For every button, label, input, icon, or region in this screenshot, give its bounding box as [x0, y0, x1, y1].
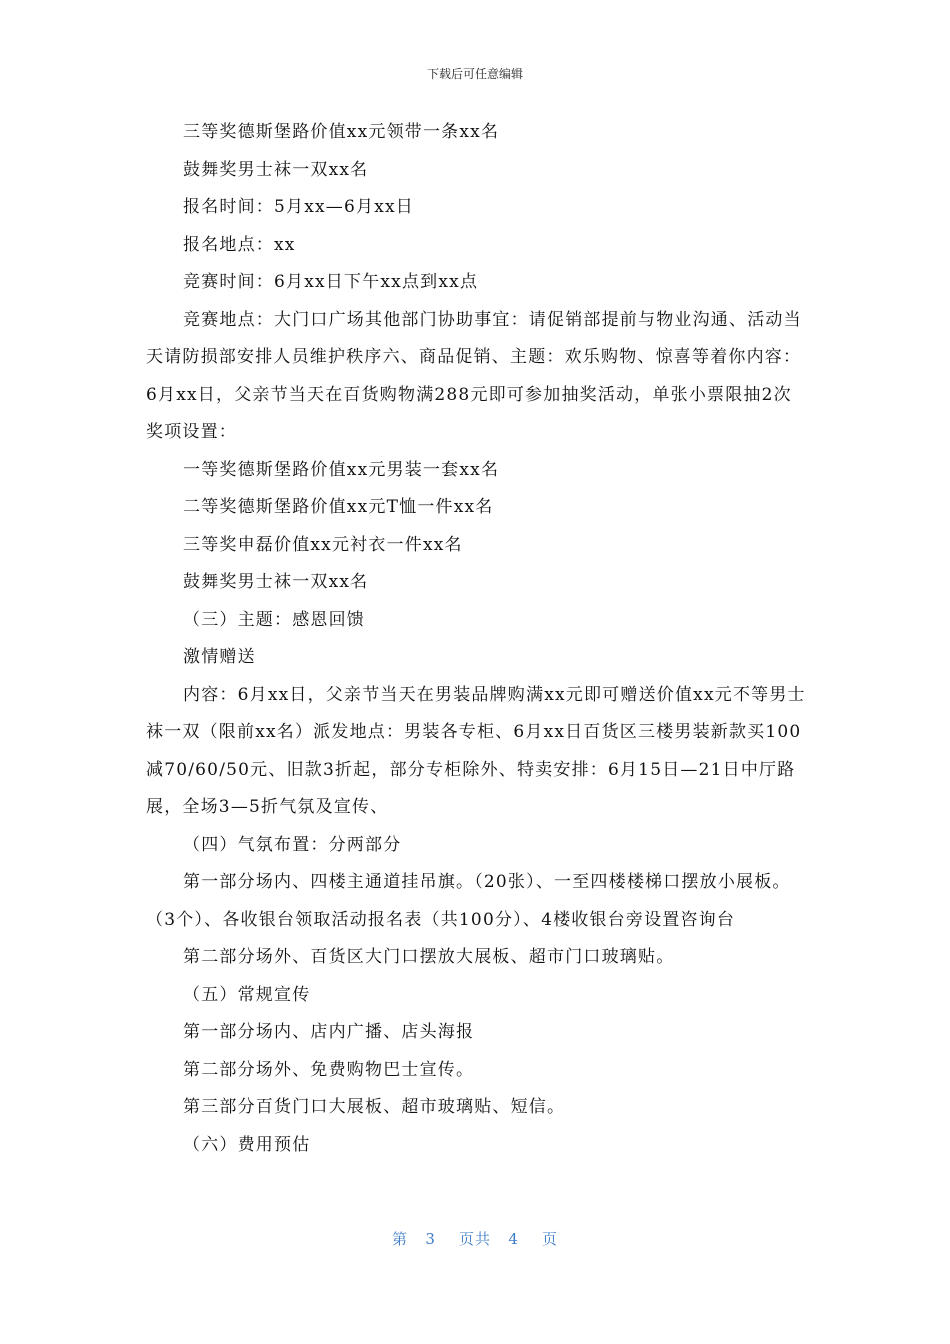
- paragraph: 激情赠送: [183, 647, 256, 667]
- paragraph: 鼓舞奖男士袜一双xx名: [183, 159, 369, 180]
- section-heading: （六）费用预估: [183, 1134, 311, 1155]
- section-heading: （四）气氛布置：分两部分: [183, 834, 402, 855]
- paragraph: 鼓舞奖男士袜一双xx名: [183, 572, 369, 592]
- paragraph: 三等奖申磊价值xx元衬衣一件xx名: [183, 534, 463, 555]
- current-page-number: 3: [425, 1230, 436, 1248]
- paragraph: 报名时间：5月xx—6月xx日: [183, 197, 414, 217]
- paragraph: 一等奖德斯堡路价值xx元男装一套xx名: [183, 459, 500, 480]
- paragraph: 竞赛时间：6月xx日下午xx点到xx点: [183, 272, 479, 292]
- paragraph: 二等奖德斯堡路价值xx元T恤一件xx名: [183, 497, 494, 517]
- page-footer: [0, 1228, 950, 1250]
- section-heading: （三）主题：感恩回馈: [183, 609, 365, 630]
- paragraph: 报名地点：xx: [183, 234, 296, 255]
- paragraph: 第二部分场外、免费购物巴士宣传。: [183, 1059, 475, 1080]
- paragraph: 三等奖德斯堡路价值xx元领带一条xx名: [183, 122, 500, 142]
- total-pages-number: 4: [508, 1230, 519, 1248]
- page-header: [0, 66, 950, 82]
- paragraph: 竞赛地点：大门口广场其他部门协助事宜：请促销部提前与物业沟通、活动当天请防损部安排人员维护秩序六、商品促销、主题：欢乐购物、惊喜等着你内容：6月xx日，父亲节当天在百货购物满288元即可参加抽奖活动，单张小票限抽2次奖项设置：: [146, 309, 802, 442]
- footer-prefix: 第: [392, 1230, 409, 1248]
- paragraph: 第一部分场内、店内广播、店头海报: [183, 1022, 475, 1042]
- paragraph: 第二部分场外、百货区大门口摆放大展板、超市门口玻璃贴。: [183, 947, 675, 967]
- header-text: 下载后可任意编辑: [426, 67, 523, 81]
- footer-suffix: 页: [541, 1230, 558, 1248]
- section-heading: （五）常规宣传: [183, 984, 311, 1005]
- paragraph: 第三部分百货门口大展板、超市玻璃贴、短信。: [183, 1097, 566, 1117]
- document-body: [146, 114, 806, 1164]
- footer-middle: 页共: [458, 1230, 491, 1248]
- paragraph: 内容：6月xx日，父亲节当天在男装品牌购满xx元即可赠送价值xx元不等男士袜一双（限前xx名）派发地点：男装各专柜、6月xx日百货区三楼男装新款买100减70/60/50元、旧款3折起，部分专柜除外、特卖安排：6月15日—21日中厅路展，全场3—5折气氛及宣传、: [146, 684, 806, 817]
- paragraph: 第一部分场内、四楼主通道挂吊旗。（20张）、一至四楼楼梯口摆放小展板。（3个）、各收银台领取活动报名表（共100分）、4楼收银台旁设置咨询台: [146, 872, 791, 930]
